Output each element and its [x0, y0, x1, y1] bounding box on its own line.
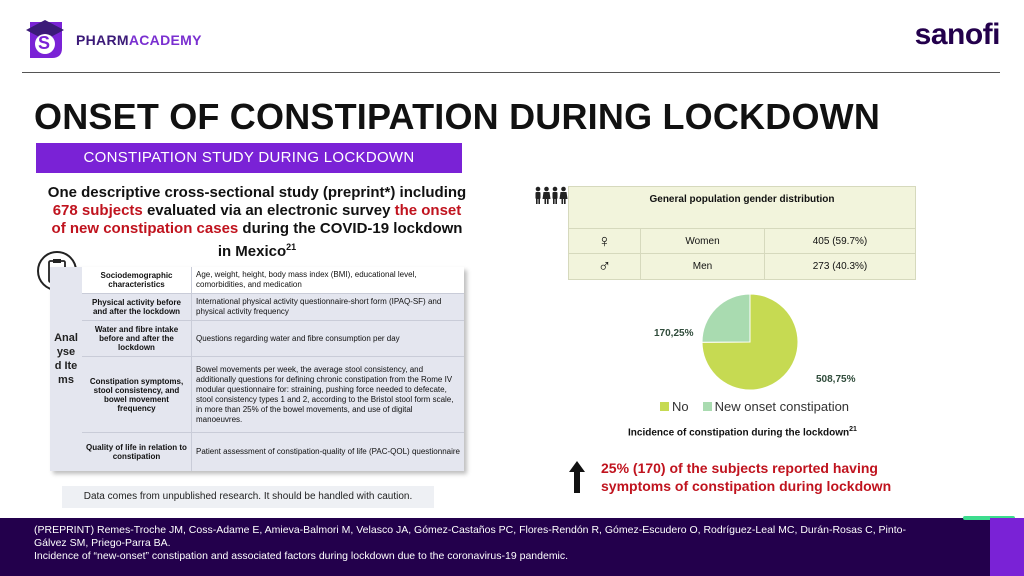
legend-swatch	[660, 402, 669, 411]
legend-swatch	[703, 402, 712, 411]
row-value: International physical activity questionnaire-short form (IPAQ-SF) and physical activity frequency	[196, 297, 442, 316]
header-divider	[22, 72, 1000, 73]
footer-accent-block	[990, 518, 1024, 576]
row-label: Quality of life in relation to constipation	[82, 433, 192, 471]
row-value: Age, weight, height, body mass index (BMI), educational level, comorbidities, and medication	[196, 270, 417, 289]
key-finding: 25% (170) of the subjects reported having symptoms of constipation during lockdown	[601, 460, 892, 494]
pie-slice-new-onset-constipation	[702, 294, 750, 342]
row-label: Water and fibre intake before and after the lockdown	[82, 321, 192, 356]
reference-text: (PREPRINT) Remes-Troche JM, Coss-Adame E, Amieva-Balmori M, Velasco JA, Gómez-Castaños PC, Flores-Rendón R, Gómez-Escudero O, Rodríguez-Leal MC, Durán-Rosas C, Pinto-Gálvez SM, Priego-Parra BA. Incidence of “new-onset” constipation and associated factors during lockdown due to the coronavirus-19 pandemic.	[34, 524, 906, 562]
gender-distribution-table	[568, 186, 916, 280]
analysed-items-table	[50, 267, 464, 471]
pie-caption: Incidence of constipation during the lockdown$^{21}$	[628, 426, 857, 439]
row-label: Sociodemographic characteristics	[82, 267, 192, 293]
logo-letter: S	[38, 33, 51, 53]
constipation-pie-chart	[700, 292, 800, 392]
pie-data-label-new-onset: 170,25%	[654, 328, 694, 339]
row-value: Patient assessment of constipation-quality of life (PAC-QOL) questionnaire	[196, 447, 460, 456]
table-row	[82, 267, 464, 294]
pharmacademy-logo	[22, 16, 68, 62]
table-row	[82, 321, 464, 357]
gender-label: Men	[641, 254, 765, 279]
legend-item-new-onset: New onset constipation	[703, 399, 849, 414]
table-row	[82, 294, 464, 321]
study-summary: One descriptive cross-sectional study (preprint*) including 678 subjects evaluated via an electronic survey the onset of new constipation cases during the COVID-19 lockdown in Mexico$^{21}$	[47, 184, 467, 260]
caution-note: Data comes from unpublished research. It should be handled with caution.	[62, 486, 434, 508]
sanofi-logo: sanofi	[914, 18, 1000, 51]
people-icon	[534, 186, 568, 204]
pharmacademy-wordmark: PHARMACADEMY	[76, 32, 202, 48]
table-row	[569, 254, 915, 279]
table-row	[569, 229, 915, 254]
pie-legend	[660, 399, 849, 414]
row-label: Constipation symptoms, stool consistency, and bowel movement frequency	[82, 357, 192, 432]
row-value: Bowel movements per week, the average stool consistency, and additionally questions for defining chronic constipation from the Rome IV modular questionnaire for: straining, pushing force needed to defecate, stool consistency types 1 and 2, according to the Bristol stool form scale, in more than 25% of the bowel movements, and use of digital manoeuvres.	[196, 364, 454, 424]
legend-item-no: No	[660, 399, 689, 414]
gender-value: 405 (59.7%)	[812, 236, 868, 247]
female-icon: ♀	[569, 229, 641, 253]
gender-table-title: General population gender distribution	[569, 187, 915, 229]
gender-value: 273 (40.3%)	[812, 261, 868, 272]
table-row	[82, 357, 464, 433]
male-icon: ♂	[569, 254, 641, 279]
row-value: Questions regarding water and fibre consumption per day	[196, 333, 400, 343]
page-title: ONSET OF CONSTIPATION DURING LOCKDOWN	[34, 96, 881, 137]
analysed-items-label: Analysed Items	[54, 332, 78, 386]
pie-data-label-no: 508,75%	[816, 374, 856, 385]
section-banner: CONSTIPATION STUDY DURING LOCKDOWN	[36, 143, 462, 173]
gender-label: Women	[641, 229, 765, 253]
arrow-up-icon	[568, 460, 586, 494]
table-row	[82, 433, 464, 471]
footer	[0, 518, 1024, 576]
row-label: Physical activity before and after the lockdown	[82, 294, 192, 320]
